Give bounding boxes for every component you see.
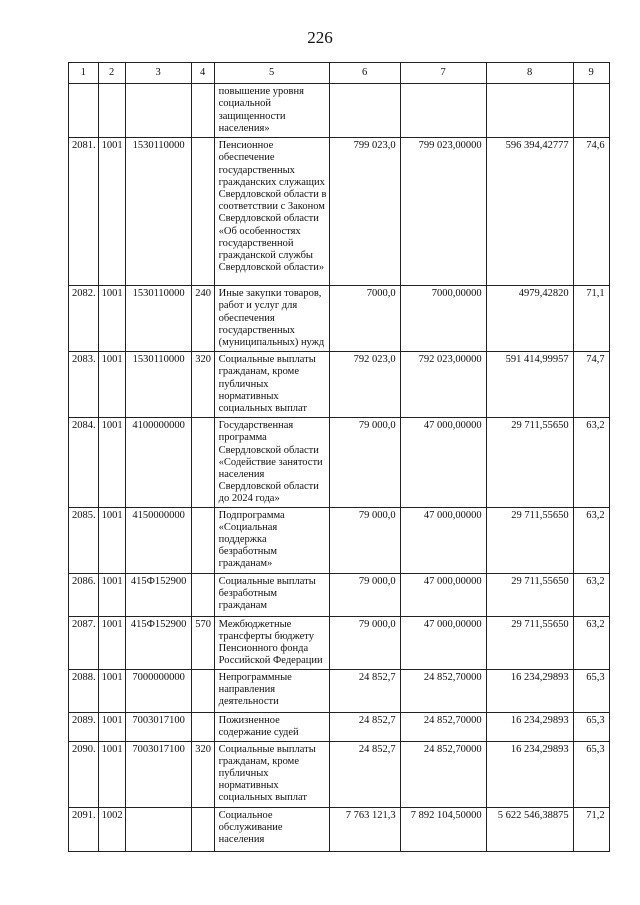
cell-row-number: 2085.	[69, 507, 99, 573]
cell-row-number: 2082.	[69, 286, 99, 352]
cell-row-number: 2091.	[69, 807, 99, 851]
cell-description: Социальные выплаты гражданам, кроме публичных нормативных социальных выплат	[214, 741, 329, 807]
cell-target-article	[125, 84, 191, 138]
cell-target-article: 4150000000	[125, 507, 191, 573]
col-header: 7	[400, 63, 486, 84]
cell-row-number: 2084.	[69, 418, 99, 507]
cell-refined-amount: 24 852,70000	[400, 712, 486, 741]
cell-description: Межбюджетные трансферты бюджету Пенсионного фонда Российской Федерации	[214, 616, 329, 669]
cell-refined-amount: 792 023,00000	[400, 352, 486, 418]
cell-description: Социальные выплаты гражданам, кроме публичных нормативных социальных выплат	[214, 352, 329, 418]
cell-description: повышение уровня социальной защищенности населения»	[214, 84, 329, 138]
cell-executed-amount: 29 711,55650	[486, 573, 573, 616]
cell-section: 1001	[98, 286, 125, 352]
cell-expense-type	[191, 712, 214, 741]
col-header: 8	[486, 63, 573, 84]
cell-target-article: 4100000000	[125, 418, 191, 507]
cell-row-number	[69, 84, 99, 138]
cell-expense-type	[191, 138, 214, 286]
cell-execution-percent: 71,2	[573, 807, 609, 851]
cell-execution-percent: 65,3	[573, 669, 609, 712]
cell-section: 1001	[98, 741, 125, 807]
cell-execution-percent: 63,2	[573, 418, 609, 507]
cell-expense-type	[191, 669, 214, 712]
col-header: 1	[69, 63, 99, 84]
cell-executed-amount	[486, 84, 573, 138]
cell-section	[98, 84, 125, 138]
cell-row-number: 2089.	[69, 712, 99, 741]
cell-expense-type: 240	[191, 286, 214, 352]
cell-approved-amount: 792 023,0	[329, 352, 400, 418]
table-row	[69, 286, 610, 352]
cell-description: Государственная программа Свердловской области «Содействие занятости населения Свердловской области до 2024 года»	[214, 418, 329, 507]
cell-executed-amount: 16 234,29893	[486, 669, 573, 712]
cell-approved-amount	[329, 84, 400, 138]
cell-description: Пожизненное содержание судей	[214, 712, 329, 741]
col-header: 9	[573, 63, 609, 84]
cell-expense-type: 320	[191, 352, 214, 418]
cell-row-number: 2081.	[69, 138, 99, 286]
cell-target-article: 415Ф152900	[125, 616, 191, 669]
cell-expense-type	[191, 418, 214, 507]
cell-section: 1001	[98, 418, 125, 507]
cell-refined-amount: 24 852,70000	[400, 741, 486, 807]
cell-approved-amount: 24 852,7	[329, 741, 400, 807]
cell-execution-percent: 65,3	[573, 712, 609, 741]
cell-row-number: 2088.	[69, 669, 99, 712]
budget-table	[68, 62, 610, 852]
cell-target-article: 7000000000	[125, 669, 191, 712]
cell-target-article: 7003017100	[125, 741, 191, 807]
cell-executed-amount: 16 234,29893	[486, 741, 573, 807]
cell-executed-amount: 596 394,42777	[486, 138, 573, 286]
cell-expense-type: 320	[191, 741, 214, 807]
table-row	[69, 616, 610, 669]
cell-executed-amount: 29 711,55650	[486, 616, 573, 669]
col-header: 5	[214, 63, 329, 84]
table-row	[69, 669, 610, 712]
cell-executed-amount: 5 622 546,38875	[486, 807, 573, 851]
header-row	[69, 63, 610, 84]
cell-approved-amount: 24 852,7	[329, 669, 400, 712]
cell-section: 1002	[98, 807, 125, 851]
cell-expense-type	[191, 507, 214, 573]
cell-row-number: 2087.	[69, 616, 99, 669]
cell-section: 1001	[98, 507, 125, 573]
cell-approved-amount: 7000,0	[329, 286, 400, 352]
col-header: 4	[191, 63, 214, 84]
cell-execution-percent: 74,7	[573, 352, 609, 418]
table-row	[69, 84, 610, 138]
cell-execution-percent	[573, 84, 609, 138]
cell-execution-percent: 63,2	[573, 616, 609, 669]
cell-target-article	[125, 807, 191, 851]
cell-section: 1001	[98, 573, 125, 616]
cell-executed-amount: 591 414,99957	[486, 352, 573, 418]
col-header: 6	[329, 63, 400, 84]
cell-description: Непрограммные направления деятельности	[214, 669, 329, 712]
cell-expense-type: 570	[191, 616, 214, 669]
cell-approved-amount: 7 763 121,3	[329, 807, 400, 851]
table-row	[69, 807, 610, 851]
cell-target-article: 415Ф152900	[125, 573, 191, 616]
table-row	[69, 741, 610, 807]
cell-execution-percent: 71,1	[573, 286, 609, 352]
cell-refined-amount: 47 000,00000	[400, 616, 486, 669]
cell-refined-amount: 47 000,00000	[400, 418, 486, 507]
cell-approved-amount: 24 852,7	[329, 712, 400, 741]
cell-section: 1001	[98, 352, 125, 418]
cell-description: Подпрограмма «Социальная поддержка безработным гражданам»	[214, 507, 329, 573]
cell-executed-amount: 4979,42820	[486, 286, 573, 352]
cell-refined-amount: 799 023,00000	[400, 138, 486, 286]
table-row	[69, 352, 610, 418]
cell-refined-amount: 24 852,70000	[400, 669, 486, 712]
cell-section: 1001	[98, 712, 125, 741]
cell-refined-amount: 47 000,00000	[400, 507, 486, 573]
cell-section: 1001	[98, 138, 125, 286]
cell-executed-amount: 29 711,55650	[486, 418, 573, 507]
cell-expense-type	[191, 807, 214, 851]
cell-description: Социальное обслуживание населения	[214, 807, 329, 851]
cell-refined-amount: 7 892 104,50000	[400, 807, 486, 851]
table-row	[69, 712, 610, 741]
col-header: 3	[125, 63, 191, 84]
cell-target-article: 1530110000	[125, 138, 191, 286]
cell-row-number: 2083.	[69, 352, 99, 418]
page-number: 226	[307, 28, 333, 47]
cell-refined-amount	[400, 84, 486, 138]
table-row	[69, 507, 610, 573]
cell-refined-amount: 47 000,00000	[400, 573, 486, 616]
cell-approved-amount: 79 000,0	[329, 418, 400, 507]
cell-target-article: 7003017100	[125, 712, 191, 741]
cell-execution-percent: 65,3	[573, 741, 609, 807]
cell-executed-amount: 29 711,55650	[486, 507, 573, 573]
table-row	[69, 418, 610, 507]
cell-expense-type	[191, 84, 214, 138]
cell-row-number: 2086.	[69, 573, 99, 616]
cell-approved-amount: 79 000,0	[329, 507, 400, 573]
cell-execution-percent: 74,6	[573, 138, 609, 286]
cell-refined-amount: 7000,00000	[400, 286, 486, 352]
cell-executed-amount: 16 234,29893	[486, 712, 573, 741]
cell-target-article: 1530110000	[125, 286, 191, 352]
cell-target-article: 1530110000	[125, 352, 191, 418]
cell-approved-amount: 79 000,0	[329, 616, 400, 669]
cell-section: 1001	[98, 616, 125, 669]
cell-section: 1001	[98, 669, 125, 712]
cell-description: Социальные выплаты безработным гражданам	[214, 573, 329, 616]
table-row	[69, 138, 610, 286]
cell-approved-amount: 799 023,0	[329, 138, 400, 286]
cell-expense-type	[191, 573, 214, 616]
cell-approved-amount: 79 000,0	[329, 573, 400, 616]
cell-row-number: 2090.	[69, 741, 99, 807]
table-row	[69, 573, 610, 616]
cell-execution-percent: 63,2	[573, 507, 609, 573]
cell-description: Пенсионное обеспечение государственных гражданских служащих Свердловской области в соответствии с Законом Свердловской области «Об особенностях государственной гражданской службы Свердловской области»	[214, 138, 329, 286]
col-header: 2	[98, 63, 125, 84]
cell-execution-percent: 63,2	[573, 573, 609, 616]
cell-description: Иные закупки товаров, работ и услуг для обеспечения государственных (муниципальных) нужд	[214, 286, 329, 352]
